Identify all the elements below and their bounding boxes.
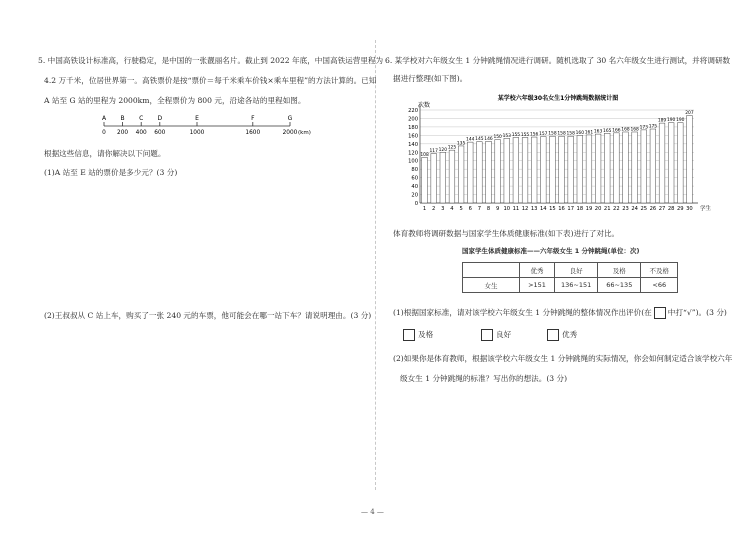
bar-value-label: 165 [603,128,612,134]
jump-rope-bar-chart [398,92,728,217]
x-tick-label: 19 [585,206,593,212]
bar-value-label: 157 [539,132,548,138]
bar [586,135,592,203]
bar-value-label: 156 [529,132,539,138]
y-tick-label: 140 [408,141,418,148]
x-tick-label: 27 [658,206,666,212]
x-tick-label: 28 [667,206,675,212]
distance-label: 2000 [282,130,298,136]
station-label: A [101,115,107,122]
x-tick-label: 11 [512,206,520,212]
x-tick-label: 16 [558,206,565,212]
station-label: D [157,115,163,122]
bar [440,152,446,203]
x-tick-label: 4 [450,206,454,212]
bar-value-label: 153 [502,133,511,139]
bar [641,130,647,203]
distance-label: 1000 [189,130,205,136]
bar-value-label: 150 [493,135,502,141]
station-label: F [251,115,255,122]
bar [632,132,638,203]
y-tick-label: 160 [408,133,418,140]
question-1: (1)A 站至 E 站的票价是多少元？(3 分) [44,168,178,177]
table-cell: 女生 [463,278,520,293]
standard-table-title: 国家学生体质健康标准——六年级女生 1 分钟跳绳(单位：次) [462,247,640,255]
q5-text-line2: 4.2 万千米，位居世界第一。高铁票价是按“票价＝每千米乘车价钱×乘车里程”的方法计算的。已知 [44,76,377,85]
bar-value-label: 160 [575,130,585,136]
y-tick-label: 0 [414,201,418,207]
option-pass-label: 及格 [418,330,434,339]
bar-value-label: 155 [511,132,521,138]
option-excellent-label: 优秀 [562,330,578,339]
bar [677,123,683,203]
intro-text: 根据这些信息，请你解决以下问题。 [44,149,166,158]
x-tick-label: 9 [495,206,500,212]
x-tick-label: 10 [503,206,511,212]
bar-value-label: 175 [648,124,658,130]
bar-value-label: 173 [639,125,648,131]
option-excellent[interactable] [547,329,577,341]
distance-label: 600 [154,130,166,136]
x-tick-label: 2 [432,206,436,212]
bar-value-label: 207 [685,110,694,116]
sub-question-1-text: (1)根据国家标准，请对该学校六年级女生 1 分钟跳绳的整体情况作出评价(在 [393,308,652,317]
sub-question-1 [393,307,727,319]
station-label: C [139,115,144,122]
bar-value-label: 168 [621,127,630,133]
q6-text-line1: 6. 某学校对六年级女生 1 分钟跳绳情况进行调研。随机选取了 30 名六年级女生进行测试，并将调研数 [385,56,731,65]
y-tick-label: 60 [411,175,418,182]
y-tick-label: 40 [411,184,418,191]
inline-checkbox-icon [654,307,666,319]
x-tick-label: 7 [477,206,482,212]
y-tick-label: 120 [408,150,418,157]
bar [650,129,656,203]
bar [477,142,483,203]
x-axis-label: 学生 [700,206,712,212]
bar [568,136,574,203]
bar [668,123,674,203]
station-label: B [120,115,125,122]
bar [540,137,546,203]
q5-text-line1: 5. 中国高铁设计标准高，行驶稳定，是中国的一张靓丽名片。截止到 2022 年底，中国高铁运营里程为 [38,56,384,65]
bar-value-label: 158 [548,131,557,137]
x-tick-label: 26 [649,206,657,212]
bar [604,133,610,203]
y-tick-label: 180 [408,124,418,131]
bar-value-label: 155 [520,132,530,138]
y-axis-label: 次数 [418,102,431,109]
bar-value-label: 189 [657,118,667,124]
column-divider [375,40,376,490]
table-cell: 136~151 [555,278,598,293]
table-header-cell: 良好 [555,263,598,278]
option-good[interactable] [481,329,511,341]
option-good-label: 良好 [496,330,512,339]
bar-value-label: 168 [630,127,639,133]
ruler-unit: (km) [298,130,311,136]
bar [504,138,510,203]
standard-table [462,262,678,293]
bar [559,136,565,203]
x-tick-label: 12 [521,206,529,212]
bar [458,146,464,203]
x-tick-label: 30 [686,206,693,212]
table-row [463,278,678,293]
bar [495,140,501,203]
distance-label: 400 [135,130,147,136]
bar [422,157,428,203]
x-tick-label: 17 [567,206,575,212]
x-tick-label: 20 [594,206,602,212]
x-tick-label: 8 [486,206,491,212]
table-header-cell [463,263,520,278]
bar [595,134,601,203]
bar-value-label: 190 [666,118,676,124]
q5-text-line3: A 站至 G 站的里程为 2000km，全程票价为 800 元，沿途各站的里程如图。 [44,96,306,105]
station-label: G [287,115,293,122]
table-header-row [463,263,678,278]
question-2: (2)王叔叔从 C 站上车，购买了一张 240 元的车票，他可能会在哪一站下车？请说明理由。(3 分) [44,311,372,320]
bar-value-label: 108 [420,152,429,158]
x-tick-label: 29 [676,206,684,212]
x-tick-label: 22 [613,206,620,212]
bar [687,115,693,203]
chart-title: 某学校六年级30名女生1分钟跳绳数据统计图 [497,95,619,102]
checkbox-pass[interactable] [403,329,415,341]
sub-question-2-line2: 级女生 1 分钟跳绳的标准？写出你的想法。(3 分) [400,374,568,383]
option-pass[interactable] [403,329,433,341]
bar-value-label: 158 [557,131,566,137]
bar-value-label: 125 [447,145,457,151]
y-tick-label: 20 [411,192,418,199]
y-tick-label: 200 [408,116,418,123]
station-distance-ruler [101,115,324,146]
bar-value-label: 146 [484,136,493,142]
distance-label: 1600 [245,130,261,136]
bar [431,154,437,203]
x-tick-label: 1 [422,206,427,212]
distance-label: 200 [117,130,129,136]
bar [659,123,665,203]
x-tick-label: 25 [640,206,648,212]
bar [449,150,455,203]
x-tick-label: 13 [530,206,538,212]
x-tick-label: 21 [603,206,611,212]
bar-value-label: 120 [438,147,448,153]
x-tick-label: 15 [549,206,556,212]
bar-value-label: 158 [566,131,575,137]
bar-value-label: 190 [676,118,685,124]
checkbox-good[interactable] [481,329,493,341]
bar [467,142,473,203]
bar [623,132,629,203]
table-header-cell: 及格 [598,263,641,278]
bar-value-label: 163 [593,129,603,135]
bar [614,133,620,203]
station-label: E [195,115,199,122]
bar [513,137,519,203]
sub-question-1-end: 中打“√”)。(3 分) [667,308,727,317]
distance-label: 0 [102,130,106,136]
x-tick-label: 6 [468,206,472,212]
bar [522,137,528,203]
table-header-cell: 不及格 [641,263,678,278]
sub-question-2-line1: (2)如果你是体育教师，根据该学校六年级女生 1 分钟跳绳的实际情况，你会如何制定适合该学校六年 [393,354,733,363]
bar [486,141,492,203]
table-cell: >151 [520,278,555,293]
comparison-text: 体育教师将调研数据与国家学生体质健康标准(如下表)进行了对比。 [393,229,620,238]
bar-value-label: 135 [456,141,466,147]
bar-value-label: 145 [475,137,484,143]
bar [577,135,583,203]
q6-text-line2: 据进行整理(如下图)。 [393,74,468,83]
x-tick-label: 24 [631,206,638,212]
table-cell: <66 [641,278,678,293]
x-tick-label: 23 [622,206,629,212]
bar [550,136,556,203]
bar-value-label: 117 [429,149,438,155]
table-header-cell: 优秀 [520,263,555,278]
page-number: — 4 — [361,508,384,516]
y-tick-label: 220 [408,108,418,114]
x-tick-label: 14 [539,206,547,212]
x-tick-label: 3 [441,206,445,212]
y-tick-label: 80 [411,167,418,174]
x-tick-label: 18 [576,206,584,212]
bar-value-label: 166 [612,128,621,134]
bar [531,137,537,203]
x-tick-label: 5 [459,206,463,212]
bar-value-label: 144 [466,137,475,143]
table-cell: 66~135 [598,278,641,293]
y-tick-label: 100 [408,158,418,165]
bar-value-label: 161 [584,130,594,136]
checkbox-excellent[interactable] [547,329,559,341]
